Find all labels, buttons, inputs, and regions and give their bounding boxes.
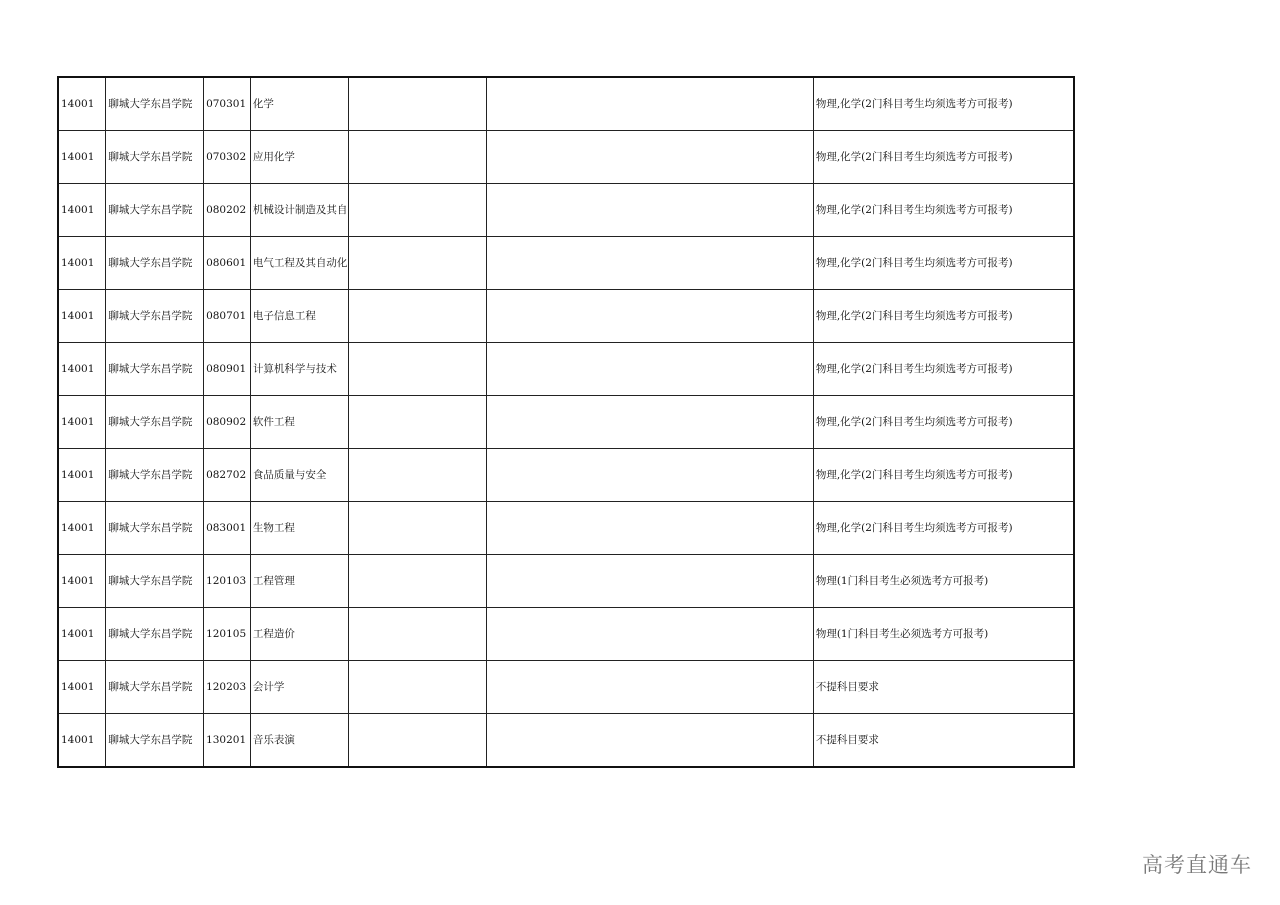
school-code-cell: 14001 <box>58 131 106 184</box>
major-name-cell: 电子信息工程 <box>250 290 348 343</box>
major-code-cell: 080701 <box>204 290 251 343</box>
school-name-cell: 聊城大学东昌学院 <box>106 290 204 343</box>
subject-requirement-cell: 物理,化学(2门科目考生均须选考方可报考) <box>813 237 1074 290</box>
subject-requirement-cell: 物理,化学(2门科目考生均须选考方可报考) <box>813 184 1074 237</box>
school-code-cell: 14001 <box>58 343 106 396</box>
empty-cell <box>487 502 814 555</box>
empty-cell <box>487 290 814 343</box>
table-row <box>58 77 1074 131</box>
major-name-cell: 应用化学 <box>250 131 348 184</box>
empty-cell <box>348 449 486 502</box>
major-name-cell: 工程造价 <box>250 608 348 661</box>
major-code-cell: 080901 <box>204 343 251 396</box>
table-row <box>58 131 1074 184</box>
table-row <box>58 184 1074 237</box>
empty-cell <box>348 555 486 608</box>
empty-cell <box>487 396 814 449</box>
table-row <box>58 343 1074 396</box>
empty-cell <box>348 343 486 396</box>
table-row <box>58 714 1074 768</box>
major-name-cell: 工程管理 <box>250 555 348 608</box>
subject-requirement-cell: 物理,化学(2门科目考生均须选考方可报考) <box>813 77 1074 131</box>
school-name-cell: 聊城大学东昌学院 <box>106 502 204 555</box>
empty-cell <box>348 290 486 343</box>
school-code-cell: 14001 <box>58 608 106 661</box>
subject-requirement-cell: 物理,化学(2门科目考生均须选考方可报考) <box>813 502 1074 555</box>
major-code-cell: 130201 <box>204 714 251 768</box>
major-code-cell: 080202 <box>204 184 251 237</box>
subject-requirement-cell: 物理,化学(2门科目考生均须选考方可报考) <box>813 449 1074 502</box>
major-code-cell: 083001 <box>204 502 251 555</box>
major-name-cell: 计算机科学与技术 <box>250 343 348 396</box>
major-name-cell: 电气工程及其自动化 <box>250 237 348 290</box>
school-code-cell: 14001 <box>58 77 106 131</box>
table-row <box>58 555 1074 608</box>
school-name-cell: 聊城大学东昌学院 <box>106 661 204 714</box>
school-name-cell: 聊城大学东昌学院 <box>106 131 204 184</box>
empty-cell <box>348 396 486 449</box>
school-name-cell: 聊城大学东昌学院 <box>106 449 204 502</box>
school-code-cell: 14001 <box>58 237 106 290</box>
table-row <box>58 396 1074 449</box>
school-name-cell: 聊城大学东昌学院 <box>106 608 204 661</box>
major-name-cell: 音乐表演 <box>250 714 348 768</box>
table-body <box>58 77 1074 767</box>
empty-cell <box>348 714 486 768</box>
major-code-cell: 080601 <box>204 237 251 290</box>
empty-cell <box>487 131 814 184</box>
empty-cell <box>348 77 486 131</box>
table-row <box>58 661 1074 714</box>
table-row <box>58 290 1074 343</box>
school-code-cell: 14001 <box>58 502 106 555</box>
school-code-cell: 14001 <box>58 661 106 714</box>
table-row <box>58 502 1074 555</box>
school-name-cell: 聊城大学东昌学院 <box>106 237 204 290</box>
subject-requirement-cell: 不提科目要求 <box>813 714 1074 768</box>
empty-cell <box>348 237 486 290</box>
major-code-cell: 120103 <box>204 555 251 608</box>
subject-requirement-cell: 物理,化学(2门科目考生均须选考方可报考) <box>813 396 1074 449</box>
empty-cell <box>487 714 814 768</box>
table-row <box>58 449 1074 502</box>
empty-cell <box>487 77 814 131</box>
empty-cell <box>348 184 486 237</box>
empty-cell <box>487 608 814 661</box>
subject-requirement-cell: 不提科目要求 <box>813 661 1074 714</box>
major-code-cell: 120105 <box>204 608 251 661</box>
empty-cell <box>487 343 814 396</box>
watermark-text: 高考直通车 <box>1142 853 1252 877</box>
subject-requirement-cell: 物理,化学(2门科目考生均须选考方可报考) <box>813 290 1074 343</box>
major-code-cell: 082702 <box>204 449 251 502</box>
major-name-cell: 软件工程 <box>250 396 348 449</box>
empty-cell <box>348 661 486 714</box>
school-name-cell: 聊城大学东昌学院 <box>106 555 204 608</box>
empty-cell <box>487 449 814 502</box>
empty-cell <box>487 184 814 237</box>
school-code-cell: 14001 <box>58 184 106 237</box>
school-code-cell: 14001 <box>58 396 106 449</box>
admission-requirements-table <box>57 76 1075 768</box>
empty-cell <box>487 661 814 714</box>
empty-cell <box>348 131 486 184</box>
table-row <box>58 237 1074 290</box>
major-code-cell: 070301 <box>204 77 251 131</box>
empty-cell <box>348 502 486 555</box>
school-code-cell: 14001 <box>58 714 106 768</box>
major-code-cell: 120203 <box>204 661 251 714</box>
major-code-cell: 080902 <box>204 396 251 449</box>
school-name-cell: 聊城大学东昌学院 <box>106 343 204 396</box>
school-name-cell: 聊城大学东昌学院 <box>106 77 204 131</box>
school-name-cell: 聊城大学东昌学院 <box>106 396 204 449</box>
school-name-cell: 聊城大学东昌学院 <box>106 184 204 237</box>
empty-cell <box>487 237 814 290</box>
subject-requirement-cell: 物理(1门科目考生必须选考方可报考) <box>813 608 1074 661</box>
school-code-cell: 14001 <box>58 290 106 343</box>
major-name-cell: 化学 <box>250 77 348 131</box>
subject-requirement-cell: 物理(1门科目考生必须选考方可报考) <box>813 555 1074 608</box>
major-code-cell: 070302 <box>204 131 251 184</box>
table-row <box>58 608 1074 661</box>
major-name-cell: 生物工程 <box>250 502 348 555</box>
subject-requirement-cell: 物理,化学(2门科目考生均须选考方可报考) <box>813 131 1074 184</box>
empty-cell <box>348 608 486 661</box>
school-code-cell: 14001 <box>58 449 106 502</box>
major-name-cell: 会计学 <box>250 661 348 714</box>
school-code-cell: 14001 <box>58 555 106 608</box>
subject-requirement-cell: 物理,化学(2门科目考生均须选考方可报考) <box>813 343 1074 396</box>
empty-cell <box>487 555 814 608</box>
major-name-cell: 机械设计制造及其自 <box>250 184 348 237</box>
school-name-cell: 聊城大学东昌学院 <box>106 714 204 768</box>
major-name-cell: 食品质量与安全 <box>250 449 348 502</box>
